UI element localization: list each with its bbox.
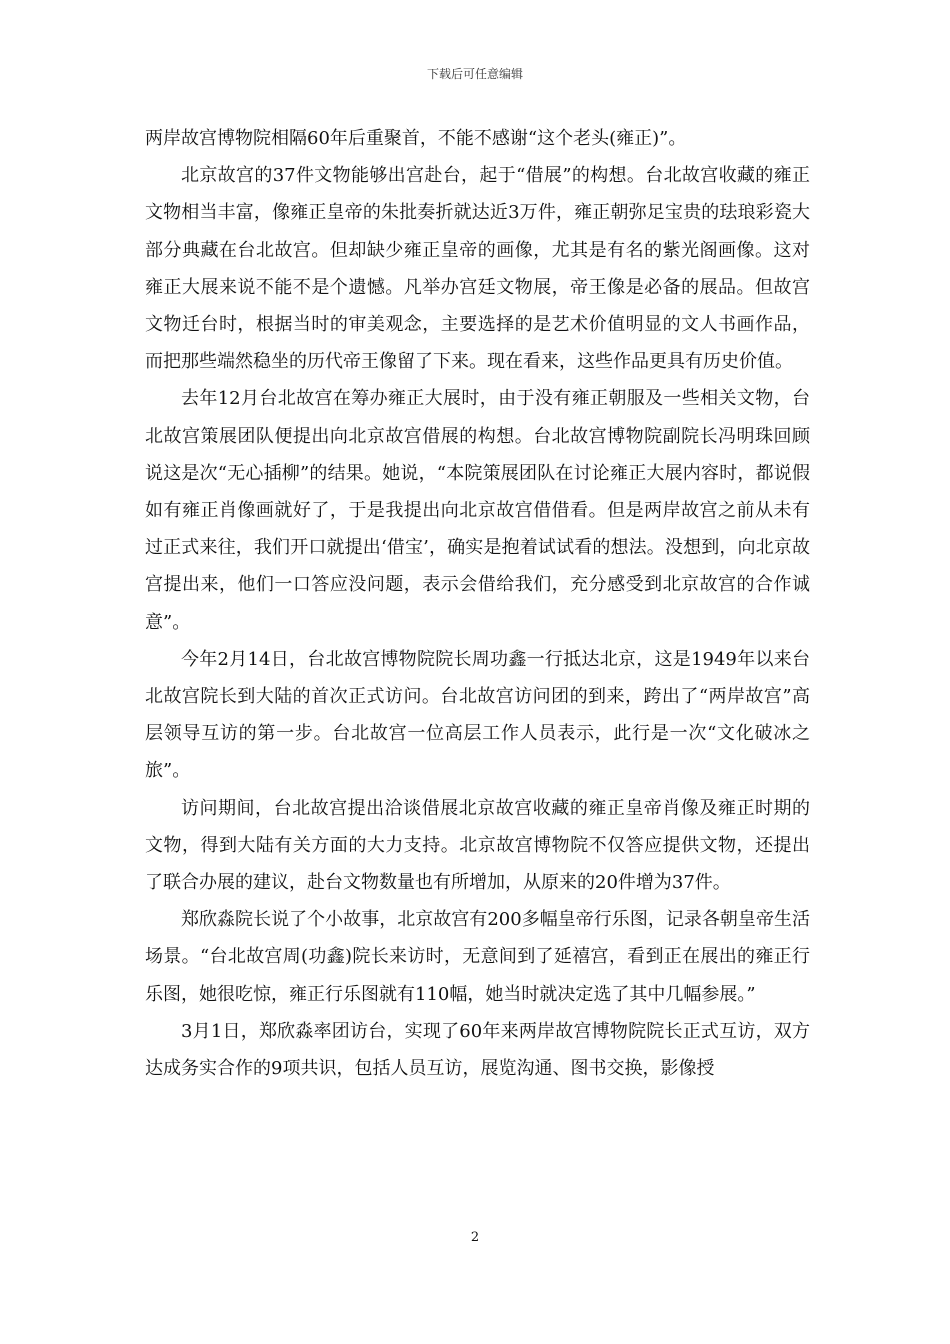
body-text: [145, 120, 810, 1087]
page-number: 2: [470, 1230, 480, 1245]
paragraph-7: 3月1日，郑欣淼率团访台，实现了60年来两岸故宫博物院院长正式互访，双方达成务实合作的9项共识，包括人员互访，展览沟通、图书交换，影像授: [145, 1020, 810, 1080]
paragraph-3: 去年12月台北故宫在筹办雍正大展时，由于没有雍正朝服及一些相关文物，台北故宫策展团队便提出向北京故宫借展的构想。台北故宫博物院副院长冯明珠回顾说这是次“无心插柳”的结果。她说，“本院策展团队在讨论雍正大展内容时，都说假如有雍正肖像画就好了，于是我提出向北京故宫借借看。但是两岸故宫之前从未有过正式来往，我们开口就提出‘借宝’，确实是抱着试试看的想法。没想到，向北京故宫提出来，他们一口答应没问题，表示会借给我们，充分感受到北京故宫的合作诚意”。: [145, 388, 810, 633]
paragraph-6: 郑欣淼院长说了个小故事，北京故宫有200多幅皇帝行乐图，记录各朝皇帝生活场景。“台北故宫周(功鑫)院长来访时，无意间到了延禧宫，看到正在展出的雍正行乐图，她很吃惊，雍正行乐图就有110幅，她当时就决定选了其中几幅参展。”: [145, 909, 810, 1005]
paragraph-5: 访问期间，台北故宫提出洽谈借展北京故宫收藏的雍正皇帝肖像及雍正时期的文物，得到大陆有关方面的大力支持。北京故宫博物院不仅答应提供文物，还提出了联合办展的建议，赴台文物数量也有所增加，从原来的20件增为37件。: [145, 797, 810, 894]
paragraph-4: 今年2月14日，台北故宫博物院院长周功鑫一行抵达北京，这是1949年以来台北故宫院长到大陆的首次正式访问。台北故宫访问团的到来，跨出了“两岸故宫”高层领导互访的第一步。台北故宫一位高层工作人员表示，此行是一次“文化破冰之旅”。: [145, 648, 810, 782]
page-header: 下载后可任意编辑: [426, 67, 523, 81]
paragraph-1: 两岸故宫博物院相隔60年后重聚首，不能不感谢“这个老头(雍正)”。: [145, 128, 687, 149]
paragraph-2: 北京故宫的37件文物能够出宫赴台，起于“借展”的构想。台北故宫收藏的雍正文物相当丰富，像雍正皇帝的朱批奏折就达近3万件，雍正朝弥足宝贵的珐琅彩瓷大部分典藏在台北故宫。但却缺少雍正皇帝的画像，尤其是有名的紫光阁画像。这对雍正大展来说不能不是个遗憾。凡举办宫廷文物展，帝王像是必备的展品。但故宫文物迁台时，根据当时的审美观念，主要选择的是艺术价值明显的文人书画作品，而把那些端然稳坐的历代帝王像留了下来。现在看来，这些作品更具有历史价值。: [145, 165, 810, 373]
